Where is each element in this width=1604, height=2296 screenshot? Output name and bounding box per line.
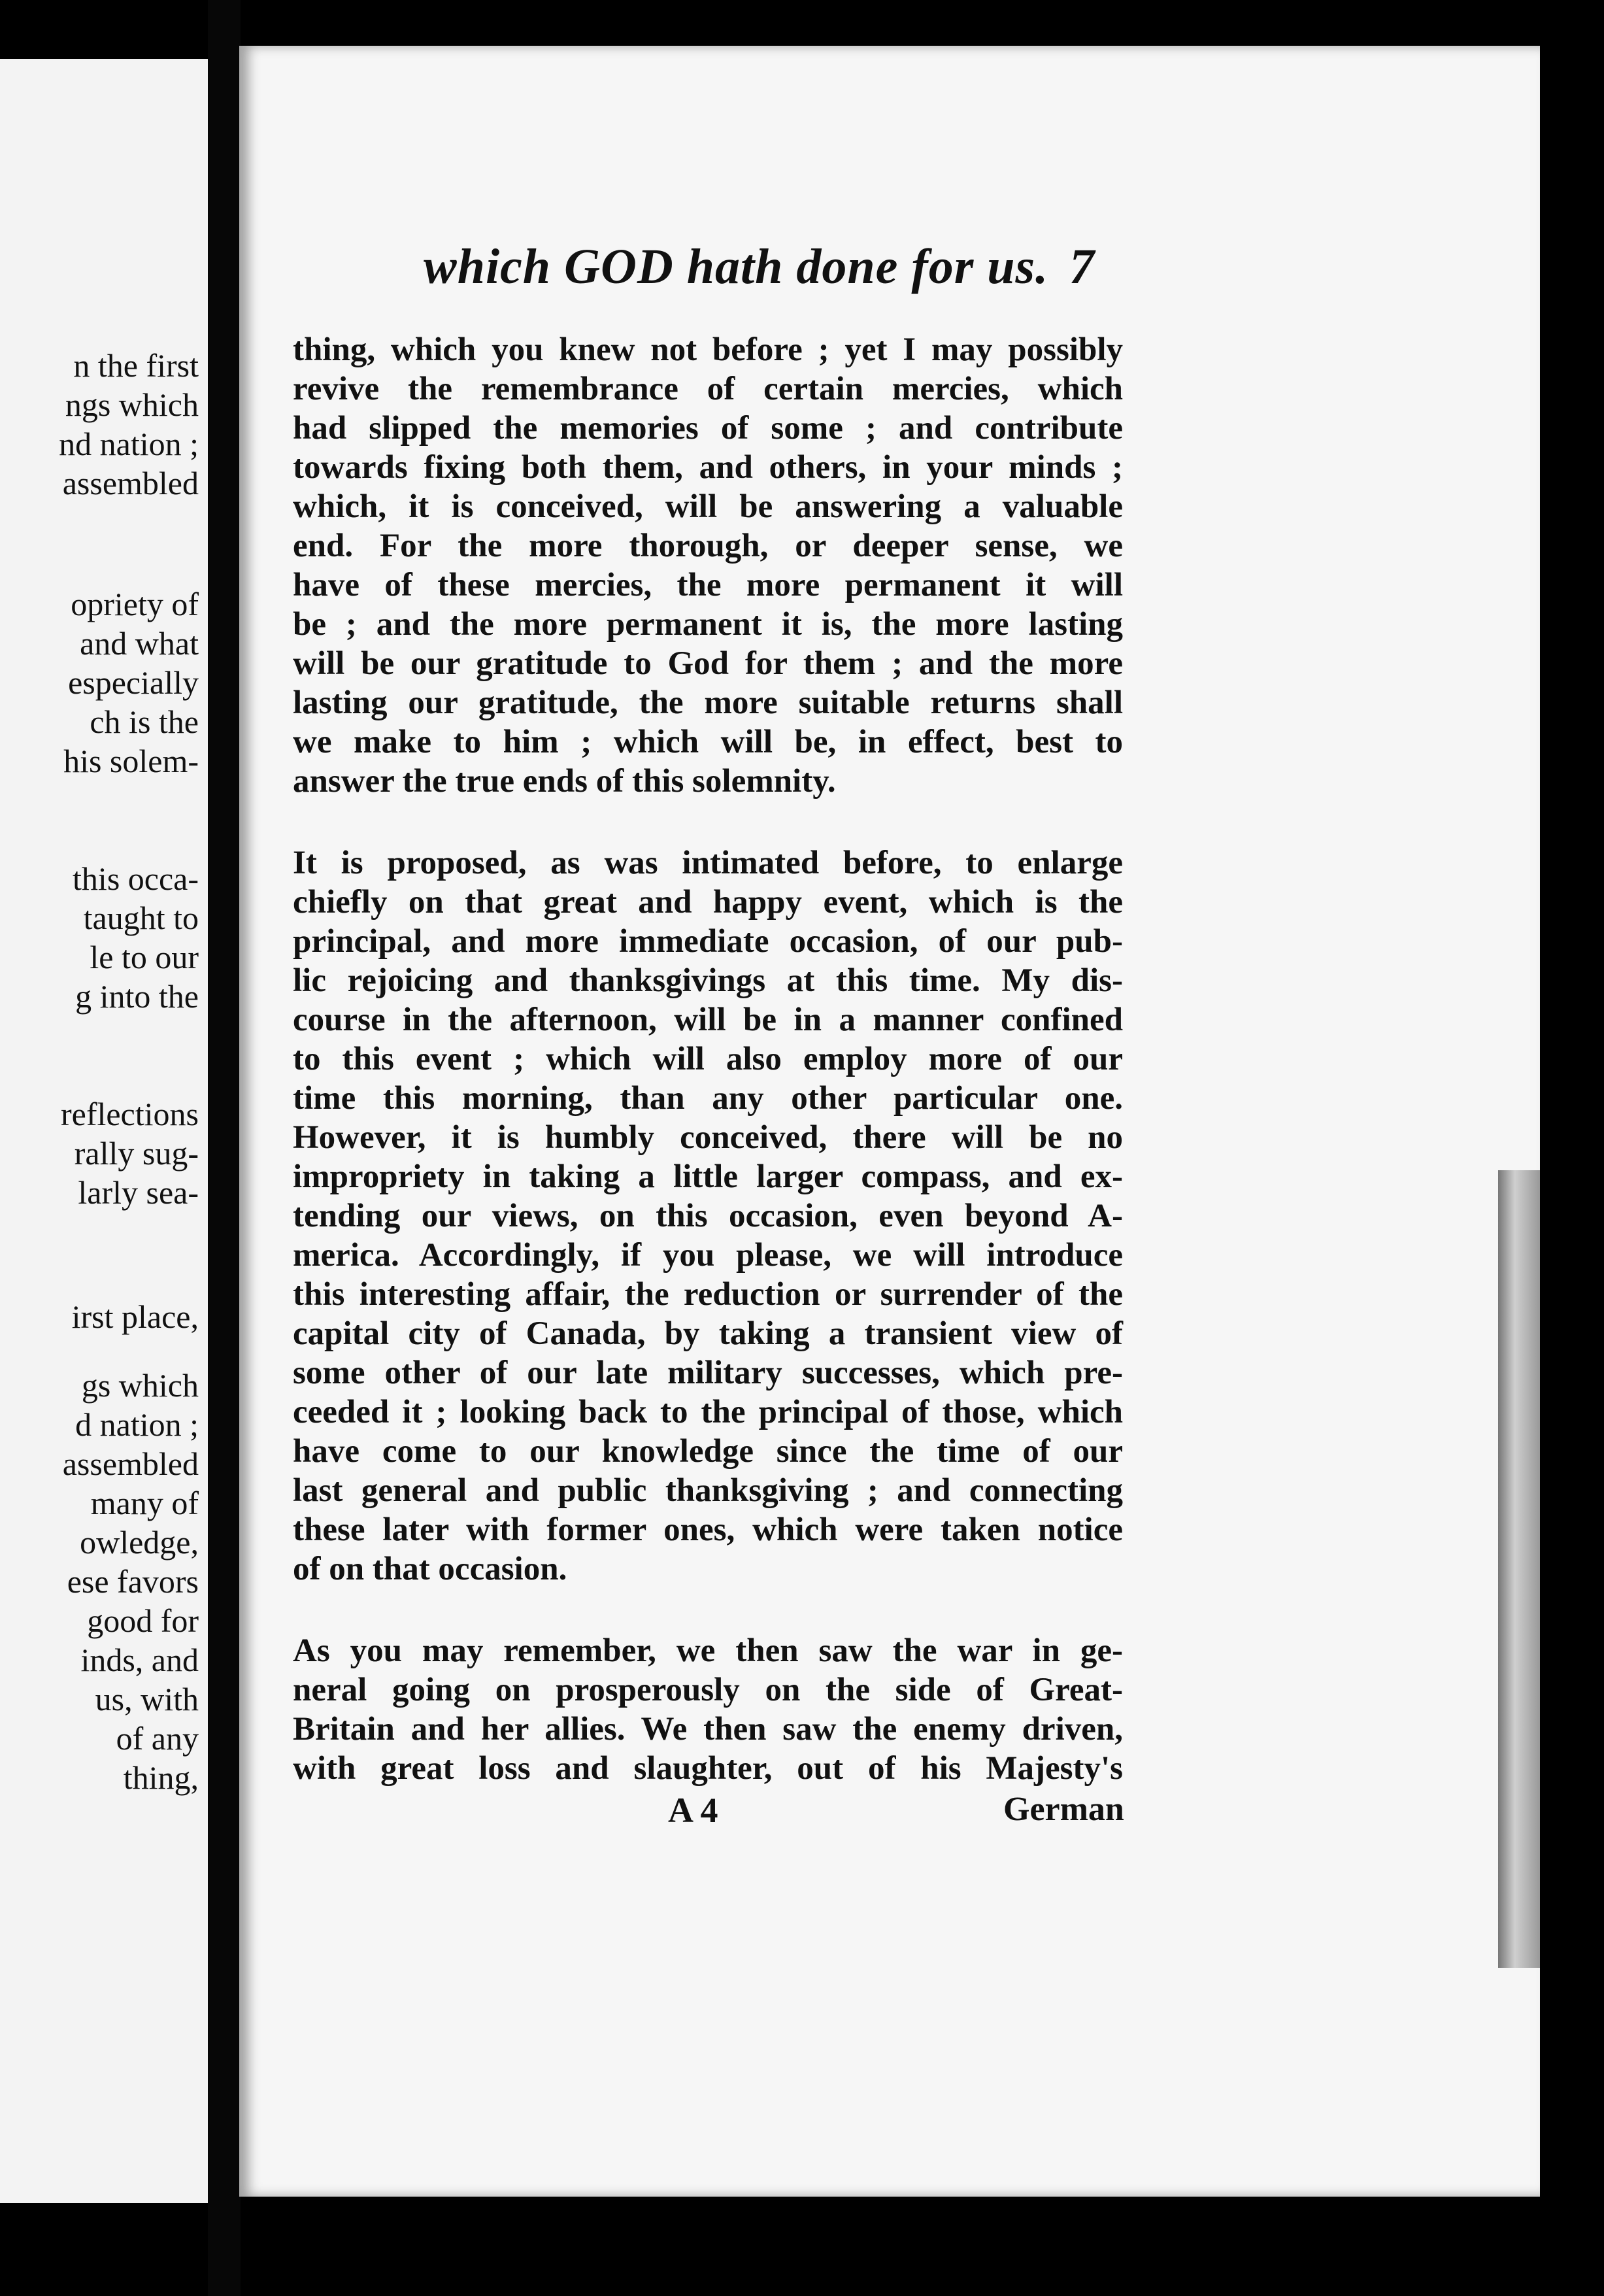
facing-page-line: many of — [90, 1485, 199, 1521]
body-line: last general and public thanksgiving ; and connecting — [293, 1472, 1123, 1509]
facing-page-line: ch is the — [90, 703, 199, 740]
body-line: revive the remembrance of certain mercies, which — [293, 371, 1123, 407]
page-edge-strip — [1498, 1170, 1540, 1968]
facing-page-line: g into the — [75, 978, 199, 1015]
body-line: lasting our gratitude, the more suitable returns shall — [293, 684, 1123, 721]
body-line: chiefly on that great and happy event, which is the — [293, 884, 1123, 920]
facing-page-line: assembled — [62, 465, 199, 501]
body-line: of on that occasion. — [293, 1551, 567, 1587]
body-line: we make to him ; which will be, in effect, best to — [293, 724, 1123, 760]
body-line: this interesting affair, the reduction or surrender of the — [293, 1276, 1123, 1313]
facing-page-line: especially — [68, 664, 199, 701]
facing-page-line: assembled — [62, 1445, 199, 1482]
book-gutter — [208, 0, 241, 2296]
running-header: which GOD hath done for us. — [424, 239, 1049, 294]
facing-page-line: n the first — [73, 347, 199, 384]
body-line: will be our gratitude to God for them ; and the more — [293, 645, 1123, 682]
facing-page-line: of any — [116, 1720, 199, 1757]
body-line: have come to our knowledge since the time of our — [293, 1433, 1123, 1470]
body-line: However, it is humbly conceived, there will be no — [293, 1119, 1123, 1156]
facing-page-line: nd nation ; — [59, 426, 199, 462]
body-line: which, it is conceived, will be answering a valuable — [293, 488, 1123, 525]
facing-page-line: his solem- — [63, 743, 199, 779]
body-line: with great loss and slaughter, out of his Majesty's — [293, 1750, 1123, 1787]
body-line: principal, and more immediate occasion, of our pub- — [293, 923, 1123, 960]
facing-page-line: this occa- — [73, 860, 199, 897]
body-line: be ; and the more permanent it is, the more lasting — [293, 606, 1123, 643]
body-line: some other of our late military successes, which pre- — [293, 1355, 1123, 1391]
facing-page-line: owledge, — [80, 1524, 199, 1561]
facing-page-line: le to our — [90, 939, 199, 975]
body-line: lic rejoicing and thanksgivings at this time. My dis- — [293, 962, 1123, 999]
body-line: towards fixing both them, and others, in your minds ; — [293, 449, 1123, 486]
facing-page-line: rally sug- — [74, 1135, 199, 1172]
page-number: 7 — [1069, 239, 1094, 294]
body-line: time this morning, than any other particular one. — [293, 1080, 1123, 1117]
facing-page-line: irst place, — [71, 1298, 199, 1335]
facing-page-line: us, with — [95, 1681, 199, 1717]
body-line: Britain and her allies. We then saw the enemy driven, — [293, 1711, 1123, 1747]
body-line: to this event ; which will also employ more of our — [293, 1041, 1123, 1077]
body-line: course in the afternoon, will be in a manner confined — [293, 1002, 1123, 1038]
body-line: these later with former ones, which were taken notice — [293, 1511, 1123, 1548]
facing-page-line: and what — [80, 625, 199, 662]
body-line: tending our views, on this occasion, even beyond A- — [293, 1198, 1123, 1234]
facing-page-line: gs which — [81, 1367, 199, 1404]
facing-page-line: inds, and — [80, 1642, 199, 1678]
facing-page-line: ngs which — [65, 386, 199, 423]
signature-mark: A 4 — [668, 1791, 718, 1830]
facing-page-line: d nation ; — [75, 1406, 199, 1443]
body-line: neral going on prosperously on the side of Great- — [293, 1672, 1123, 1708]
facing-page-line: good for — [87, 1602, 199, 1639]
body-line: merica. Accordingly, if you please, we will introduce — [293, 1237, 1123, 1274]
facing-page-line: larly sea- — [78, 1174, 199, 1211]
body-line: It is proposed, as was intimated before, to enlarge — [293, 845, 1123, 881]
body-line: answer the true ends of this solemnity. — [293, 763, 836, 800]
body-line: As you may remember, we then saw the war in ge- — [293, 1632, 1123, 1669]
body-line: ceeded it ; looking back to the principal of those, which — [293, 1394, 1123, 1430]
facing-page — [0, 59, 208, 2203]
body-line: capital city of Canada, by taking a transient view of — [293, 1315, 1123, 1352]
facing-page-line: ese favors — [67, 1563, 199, 1600]
facing-page-line: thing, — [123, 1759, 199, 1796]
body-line: impropriety in taking a little larger compass, and ex- — [293, 1158, 1123, 1195]
facing-page-line: opriety of — [71, 586, 199, 622]
facing-page-line: taught to — [83, 900, 199, 936]
body-line: had slipped the memories of some ; and contribute — [293, 410, 1123, 447]
facing-page-line: reflections — [60, 1096, 199, 1132]
body-line: thing, which you knew not before ; yet I may possibly — [293, 331, 1123, 368]
catchword: German — [1003, 1791, 1124, 1828]
body-line: end. For the more thorough, or deeper sense, we — [293, 528, 1123, 564]
body-line: have of these mercies, the more permanent it will — [293, 567, 1123, 603]
